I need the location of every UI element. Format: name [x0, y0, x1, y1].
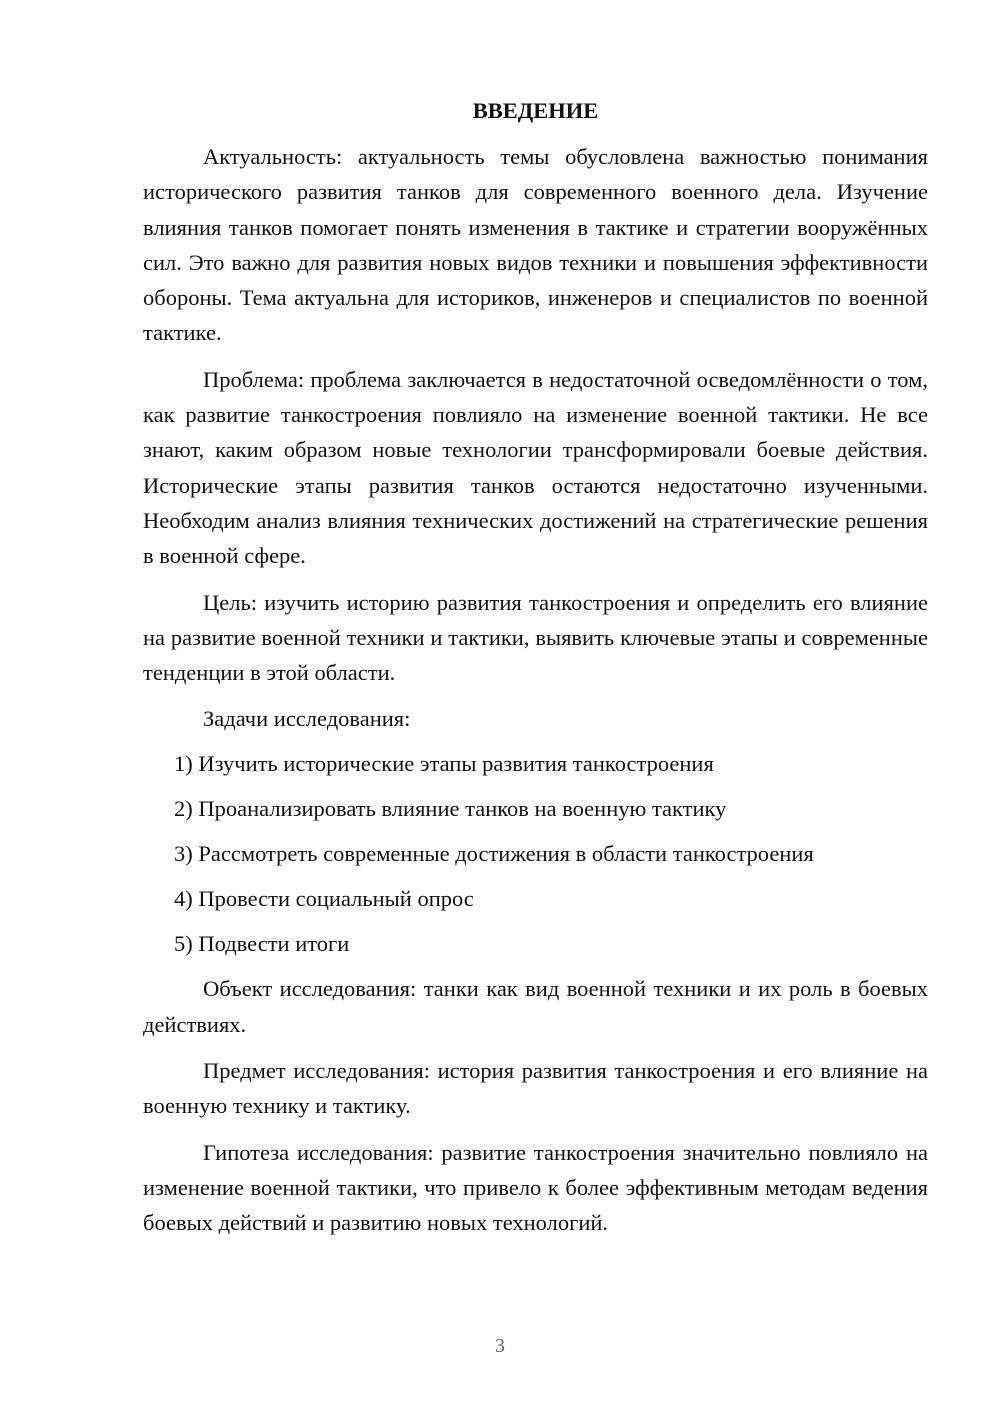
list-item: 4) Провести социальный опрос: [174, 886, 474, 912]
paragraph-problem: Проблема: проблема заключается в недостаточной осведомлённости о том, как развитие танкостроения повлияло на изменение военной тактики. Не все знают, каким образом новые технологии трансформировали боевые действия. Исторические этапы развития танков остаются недостаточно изученными. Необходим анализ влияния технических достижений на стратегические решения в военной сфере.: [143, 366, 928, 569]
paragraph-goal: Цель: изучить историю развития танкостроения и определить его влияние на развитие военной техники и тактики, выявить ключевые этапы и современные тенденции в этой области.: [143, 589, 928, 686]
paragraph-object: Объект исследования: танки как вид военной техники и их роль в боевых действиях.: [143, 976, 928, 1037]
list-item: 5) Подвести итоги: [174, 931, 350, 957]
page-number: 3: [495, 1335, 505, 1357]
paragraph-hypothesis: Гипотеза исследования: развитие танкостроения значительно повлияло на изменение военной тактики, что привело к более эффективным методам ведения боевых действий и развитию новых технологий.: [143, 1139, 928, 1236]
tasks-heading: Задачи исследования:: [203, 706, 411, 732]
tasks-list: [143, 746, 928, 961]
list-item: 3) Рассмотреть современные достижения в области танкостроения: [174, 841, 814, 867]
page-content: [143, 94, 928, 1252]
list-item: 2) Проанализировать влияние танков на военную тактику: [174, 796, 727, 822]
list-item: 1) Изучить исторические этапы развития танкостроения: [174, 751, 714, 777]
paragraph-relevance: Актуальность: актуальность темы обусловлена важностью понимания исторического развития танков для современного военного дела. Изучение влияния танков помогает понять изменения в тактике и стратегии вооружённых сил. Это важно для развития новых видов техники и повышения эффективности обороны. Тема актуальна для историков, инженеров и специалистов по военной тактике.: [143, 144, 928, 346]
page-title: ВВЕДЕНИЕ: [472, 98, 599, 123]
paragraph-subject: Предмет исследования: история развития танкостроения и его влияние на военную технику и тактику.: [143, 1058, 928, 1119]
